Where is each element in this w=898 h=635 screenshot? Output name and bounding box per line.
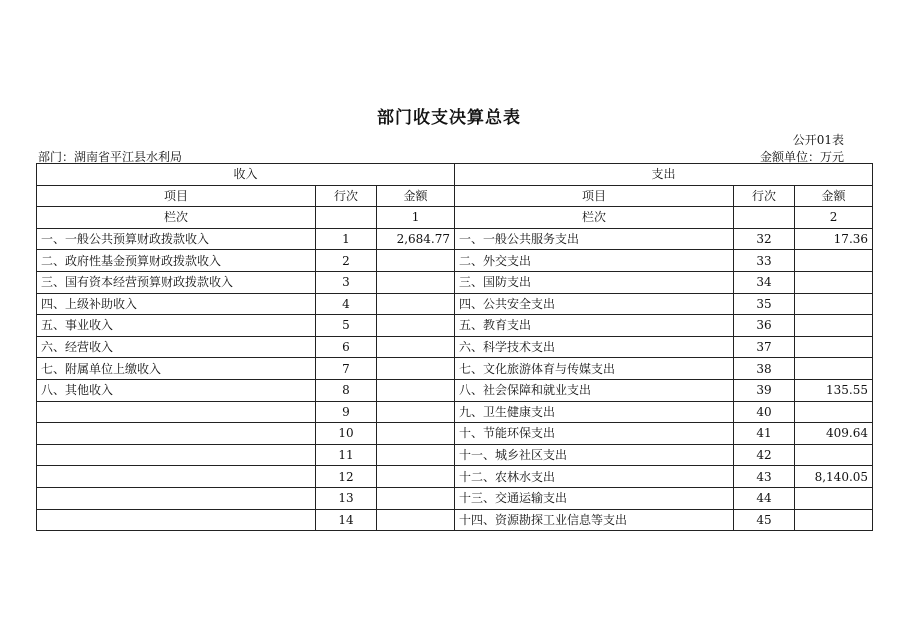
expense-line-cell: 39	[734, 379, 795, 401]
expense-item-cell: 一、一般公共服务支出	[455, 228, 734, 250]
income-amount-cell	[377, 401, 455, 423]
expense-line-cell: 37	[734, 336, 795, 358]
expense-amount-cell	[795, 444, 873, 466]
table-row	[37, 315, 873, 337]
income-amount-cell	[377, 293, 455, 315]
income-item-header: 项目	[37, 185, 316, 207]
expense-amount-cell: 17.36	[795, 228, 873, 250]
income-line-cell: 6	[316, 336, 377, 358]
income-line-cell: 7	[316, 358, 377, 380]
expense-amount-cell	[795, 358, 873, 380]
form-code: 公开01表	[792, 133, 844, 147]
income-line-cell: 12	[316, 466, 377, 488]
income-amount-header: 金额	[377, 185, 455, 207]
income-line-cell: 13	[316, 487, 377, 509]
income-column-blank	[316, 207, 377, 229]
income-line-cell: 11	[316, 444, 377, 466]
income-column-no: 1	[377, 207, 455, 229]
expense-item-cell: 九、卫生健康支出	[455, 401, 734, 423]
table-row	[37, 487, 873, 509]
expense-amount-cell	[795, 250, 873, 272]
expense-amount-cell	[795, 315, 873, 337]
income-amount-cell	[377, 423, 455, 445]
income-amount-cell	[377, 336, 455, 358]
income-item-cell: 六、经营收入	[37, 336, 316, 358]
income-item-cell: 三、国有资本经营预算财政拨款收入	[37, 271, 316, 293]
income-item-cell	[37, 423, 316, 445]
income-item-cell	[37, 487, 316, 509]
income-amount-cell: 2,684.77	[377, 228, 455, 250]
expense-item-header: 项目	[455, 185, 734, 207]
income-item-cell: 八、其他收入	[37, 379, 316, 401]
expense-amount-cell: 8,140.05	[795, 466, 873, 488]
page-title: 部门收支决算总表	[377, 108, 521, 128]
income-amount-cell	[377, 358, 455, 380]
expense-item-cell: 十一、城乡社区支出	[455, 444, 734, 466]
income-item-cell: 四、上级补助收入	[37, 293, 316, 315]
expense-item-cell: 十、节能环保支出	[455, 423, 734, 445]
income-amount-cell	[377, 509, 455, 531]
expense-line-cell: 36	[734, 315, 795, 337]
table-row	[37, 509, 873, 531]
unit-label: 金额单位：万元	[759, 150, 844, 164]
expense-line-cell: 40	[734, 401, 795, 423]
income-item-cell: 二、政府性基金预算财政拨款收入	[37, 250, 316, 272]
expense-amount-cell: 409.64	[795, 423, 873, 445]
expense-item-cell: 十四、资源勘探工业信息等支出	[455, 509, 734, 531]
expense-line-cell: 41	[734, 423, 795, 445]
column-number-row	[37, 207, 873, 229]
expense-line-cell: 38	[734, 358, 795, 380]
table-row	[37, 336, 873, 358]
table-row	[37, 444, 873, 466]
income-line-cell: 1	[316, 228, 377, 250]
income-column-label: 栏次	[37, 207, 316, 229]
expense-amount-cell	[795, 293, 873, 315]
expense-item-cell: 四、公共安全支出	[455, 293, 734, 315]
table-row	[37, 271, 873, 293]
table-row	[37, 228, 873, 250]
budget-table	[36, 163, 873, 531]
income-item-cell	[37, 509, 316, 531]
income-line-cell: 2	[316, 250, 377, 272]
expense-line-cell: 33	[734, 250, 795, 272]
expense-amount-cell: 135.55	[795, 379, 873, 401]
expense-amount-cell	[795, 336, 873, 358]
column-header-row	[37, 185, 873, 207]
expense-line-cell: 32	[734, 228, 795, 250]
table-row	[37, 250, 873, 272]
expense-line-cell: 42	[734, 444, 795, 466]
expense-item-cell: 八、社会保障和就业支出	[455, 379, 734, 401]
income-item-cell: 一、一般公共预算财政拨款收入	[37, 228, 316, 250]
table-row	[37, 466, 873, 488]
expense-item-cell: 七、文化旅游体育与传媒支出	[455, 358, 734, 380]
expense-item-cell: 五、教育支出	[455, 315, 734, 337]
expense-amount-cell	[795, 271, 873, 293]
department-label: 部门：湖南省平江县水利局	[38, 150, 183, 164]
income-line-cell: 14	[316, 509, 377, 531]
expense-column-label: 栏次	[455, 207, 734, 229]
income-amount-cell	[377, 379, 455, 401]
income-line-header: 行次	[316, 185, 377, 207]
expense-line-cell: 35	[734, 293, 795, 315]
income-amount-cell	[377, 487, 455, 509]
expense-amount-header: 金额	[795, 185, 873, 207]
expense-column-blank	[734, 207, 795, 229]
income-section-header: 收入	[37, 164, 455, 186]
income-item-cell: 七、附属单位上缴收入	[37, 358, 316, 380]
income-line-cell: 5	[316, 315, 377, 337]
section-header-row	[37, 164, 873, 186]
table-row	[37, 358, 873, 380]
expense-amount-cell	[795, 509, 873, 531]
expense-amount-cell	[795, 487, 873, 509]
income-line-cell: 8	[316, 379, 377, 401]
expense-line-cell: 44	[734, 487, 795, 509]
income-amount-cell	[377, 271, 455, 293]
expense-item-cell: 三、国防支出	[455, 271, 734, 293]
table-row	[37, 401, 873, 423]
expense-item-cell: 六、科学技术支出	[455, 336, 734, 358]
income-item-cell	[37, 401, 316, 423]
expense-item-cell: 十三、交通运输支出	[455, 487, 734, 509]
income-amount-cell	[377, 466, 455, 488]
income-line-cell: 4	[316, 293, 377, 315]
income-line-cell: 10	[316, 423, 377, 445]
expense-line-cell: 34	[734, 271, 795, 293]
expense-item-cell: 二、外交支出	[455, 250, 734, 272]
income-line-cell: 9	[316, 401, 377, 423]
expense-line-cell: 45	[734, 509, 795, 531]
income-amount-cell	[377, 444, 455, 466]
income-item-cell	[37, 444, 316, 466]
income-line-cell: 3	[316, 271, 377, 293]
table-row	[37, 293, 873, 315]
table-row	[37, 379, 873, 401]
expense-line-cell: 43	[734, 466, 795, 488]
expense-item-cell: 十二、农林水支出	[455, 466, 734, 488]
income-item-cell: 五、事业收入	[37, 315, 316, 337]
expense-amount-cell	[795, 401, 873, 423]
income-item-cell	[37, 466, 316, 488]
expense-section-header: 支出	[455, 164, 873, 186]
expense-column-no: 2	[795, 207, 873, 229]
table-row	[37, 423, 873, 445]
income-amount-cell	[377, 250, 455, 272]
income-amount-cell	[377, 315, 455, 337]
expense-line-header: 行次	[734, 185, 795, 207]
